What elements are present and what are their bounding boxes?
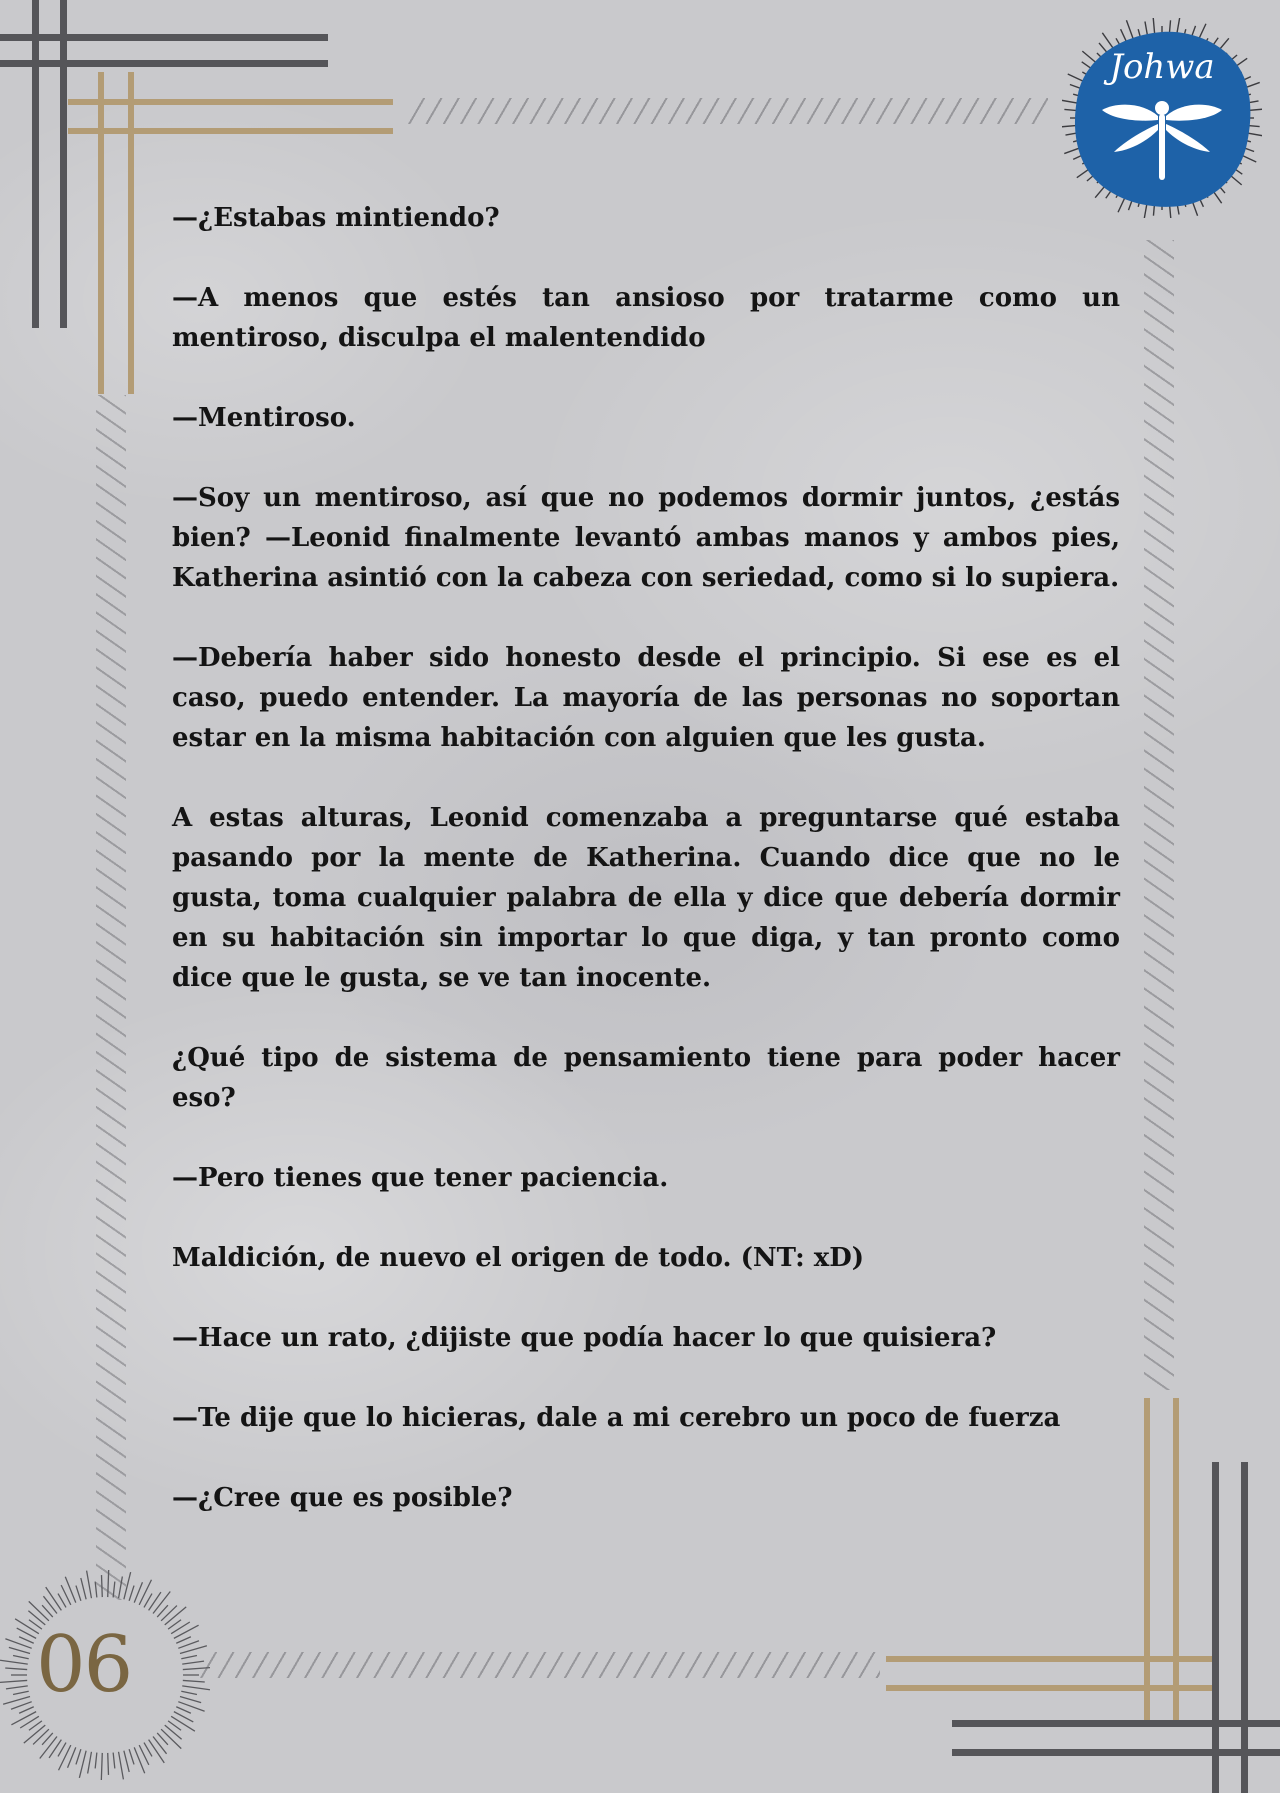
paragraph: ¿Qué tipo de sistema de pensamiento tiene para poder hacer eso? (172, 1043, 1120, 1113)
paragraph: A estas alturas, Leonid comenzaba a preguntarse qué estaba pasando por la mente de Katherina. Cuando dice que no le gusta, toma cualquier palabra de ella y dice que debería dormir en su habitación sin importar lo que diga, y tan pronto como dice que le gusta, se ve tan inocente. (172, 803, 1120, 993)
frame-bar-top-left-v1 (32, 0, 39, 328)
paragraph: —Hace un rato, ¿dijiste que podía hacer lo que quisiera? (172, 1323, 997, 1353)
frame-bar-bottom-right-v2 (1173, 1398, 1179, 1724)
hatch-border-left (96, 395, 126, 1600)
hatch-border-right (1144, 240, 1174, 1390)
frame-bar-bottom-right-v4 (1241, 1462, 1248, 1793)
paragraph: Maldición, de nuevo el origen de todo. (NT: xD) (172, 1243, 865, 1273)
paragraph: —¿Estabas mintiendo? (172, 203, 500, 233)
frame-bar-top-left-h3 (68, 99, 393, 105)
frame-bar-bottom-right-v3 (1212, 1462, 1219, 1793)
frame-bar-bottom-right-h2 (886, 1685, 1212, 1691)
frame-bar-bottom-right-h4 (952, 1749, 1280, 1756)
story-text (172, 198, 1120, 1558)
hatch-border-bottom (200, 1652, 880, 1678)
frame-bar-bottom-right-h3 (952, 1720, 1280, 1727)
paragraph: —¿Cree que es posible? (172, 1483, 513, 1513)
frame-bar-top-left-h1 (0, 34, 328, 41)
frame-bar-bottom-right-v1 (1144, 1398, 1150, 1724)
frame-bar-top-left-v3 (98, 72, 104, 394)
paragraph: —Pero tienes que tener paciencia. (172, 1163, 669, 1193)
johwa-logo (1062, 18, 1262, 218)
logo-text: Johwa (1109, 47, 1215, 87)
paragraph: —A menos que estés tan ansioso por tratarme como un mentiroso, disculpa el malentendido (172, 283, 1120, 353)
paragraph: —Mentiroso. (172, 403, 356, 433)
page-number: 06 (36, 1620, 132, 1710)
frame-bar-bottom-right-h1 (886, 1656, 1212, 1662)
frame-bar-top-left-v2 (60, 0, 67, 328)
frame-bar-top-left-h2 (0, 60, 328, 67)
paragraph: —Debería haber sido honesto desde el principio. Si ese es el caso, puedo entender. La mayoría de las personas no soportan estar en la misma habitación con alguien que les gusta. (172, 643, 1120, 753)
frame-bar-top-left-h4 (68, 128, 393, 134)
hatch-border-top (408, 98, 1048, 124)
frame-bar-top-left-v4 (128, 72, 134, 394)
paragraph: —Te dije que lo hicieras, dale a mi cerebro un poco de fuerza (172, 1403, 1061, 1433)
paragraph: —Soy un mentiroso, así que no podemos dormir juntos, ¿estás bien? —Leonid finalmente levantó ambas manos y ambos pies, Katherina asintió con la cabeza con seriedad, como si lo supiera. (172, 483, 1120, 593)
